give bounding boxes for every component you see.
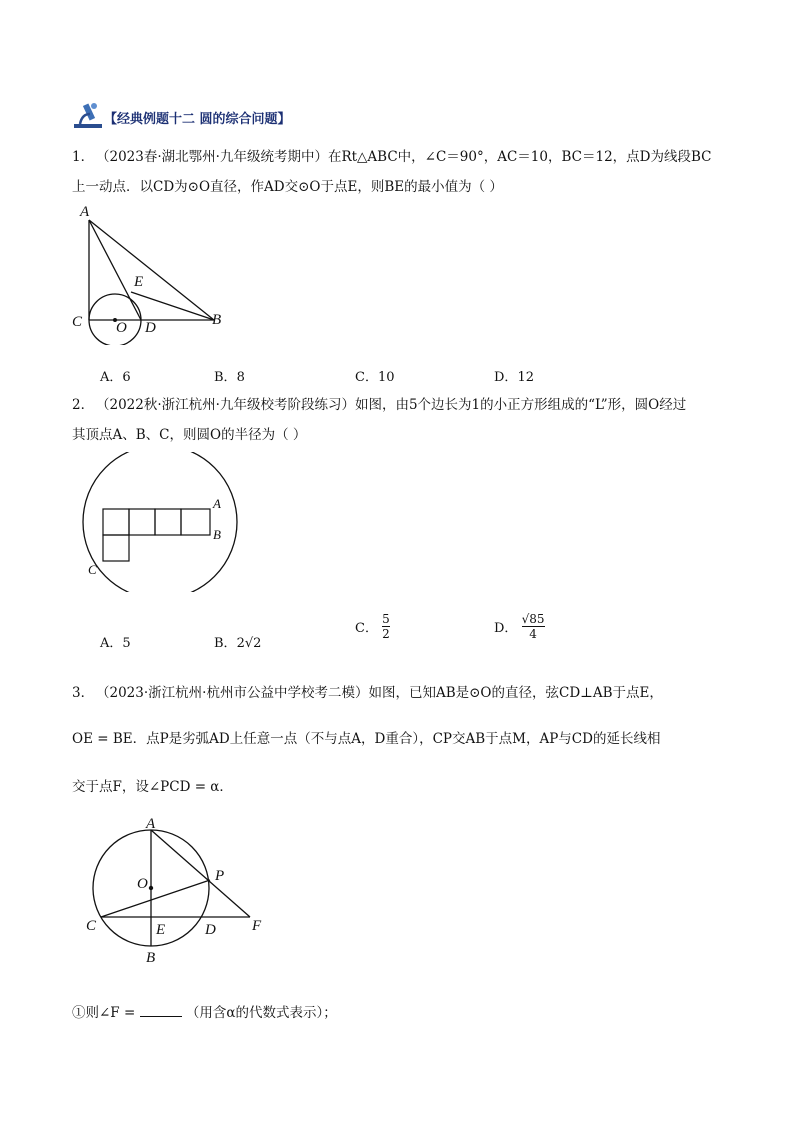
q2-option-b[interactable]: B．2√2 bbox=[214, 636, 262, 651]
q3-figure bbox=[86, 818, 276, 968]
q1-label-B: B bbox=[212, 312, 222, 328]
q1-label-A: A bbox=[80, 204, 90, 220]
q2-line2: 其顶点A、B、C，则圆O的半径为（ ） bbox=[72, 427, 307, 443]
q2-option-d[interactable]: D． $\frac{√85}{4}$ bbox=[494, 612, 545, 641]
q2-number: 2． bbox=[72, 397, 95, 413]
q3-label-O: O bbox=[137, 876, 148, 892]
q3-line1: （2023·浙江杭州·杭州市公益中学校考二模）如图，已知AB是⊙O的直径，弦CD⊥AB于点E， bbox=[96, 685, 663, 701]
q2-figure bbox=[80, 452, 240, 592]
q3-subquestion-1: ①则∠F = （用含α的代数式表示）； bbox=[72, 1005, 337, 1021]
q1-label-O: O bbox=[116, 320, 127, 336]
q1-option-a[interactable]: A．6 bbox=[100, 370, 131, 385]
q2-label-C: C bbox=[88, 562, 97, 577]
q1-label-C: C bbox=[72, 314, 83, 330]
q3-label-D: D bbox=[205, 922, 216, 938]
fraction-5-over-2: $\frac{5}{2}$ bbox=[382, 612, 390, 641]
q3-label-C: C bbox=[86, 918, 97, 934]
q1-label-D: D bbox=[145, 320, 156, 336]
answer-blank[interactable] bbox=[140, 1004, 182, 1017]
q1-label-E: E bbox=[134, 274, 144, 290]
q1-option-d[interactable]: D．12 bbox=[494, 370, 534, 385]
q3-label-F: F bbox=[252, 918, 262, 934]
q3-line2: OE = BE．点P是劣弧AD上任意一点（不与点A，D重合），CP交AB于点M，AP与CD的延长线相 bbox=[72, 731, 661, 747]
q3-label-A: A bbox=[146, 816, 156, 832]
q2-label-A: A bbox=[213, 496, 221, 511]
section-title: 【经典例题十二 圆的综合问题】 bbox=[104, 112, 291, 127]
fraction-sqrt85-over-4: $\frac{√85}{4}$ bbox=[521, 612, 545, 641]
q2-option-a[interactable]: A．5 bbox=[100, 636, 131, 651]
q1-option-b[interactable]: B．8 bbox=[214, 370, 245, 385]
q1-option-c[interactable]: C．10 bbox=[355, 370, 395, 385]
q3-label-P: P bbox=[215, 868, 225, 884]
q1-number: 1． bbox=[72, 149, 95, 165]
q2-option-c[interactable]: C． $\frac{5}{2}$ bbox=[355, 612, 390, 641]
q3-label-E: E bbox=[156, 922, 166, 938]
q3-label-B: B bbox=[146, 950, 156, 966]
q3-line3: 交于点F，设∠PCD = α． bbox=[72, 779, 233, 795]
q1-line2: 上一动点．以CD为⊙O直径，作AD交⊙O于点E，则BE的最小值为（ ） bbox=[72, 179, 503, 195]
q1-line1: （2023春·湖北鄂州·九年级统考期中）在Rt△ABC中，∠C＝90°，AC＝10，BC＝12，点D为线段BC bbox=[96, 149, 712, 165]
q2-label-B: B bbox=[213, 527, 221, 542]
microscope-icon bbox=[72, 100, 106, 130]
q3-number: 3． bbox=[72, 685, 95, 701]
q2-line1: （2022秋·浙江杭州·九年级校考阶段练习）如图，由5个边长为1的小正方形组成的“L”形，圆O经过 bbox=[96, 397, 687, 413]
